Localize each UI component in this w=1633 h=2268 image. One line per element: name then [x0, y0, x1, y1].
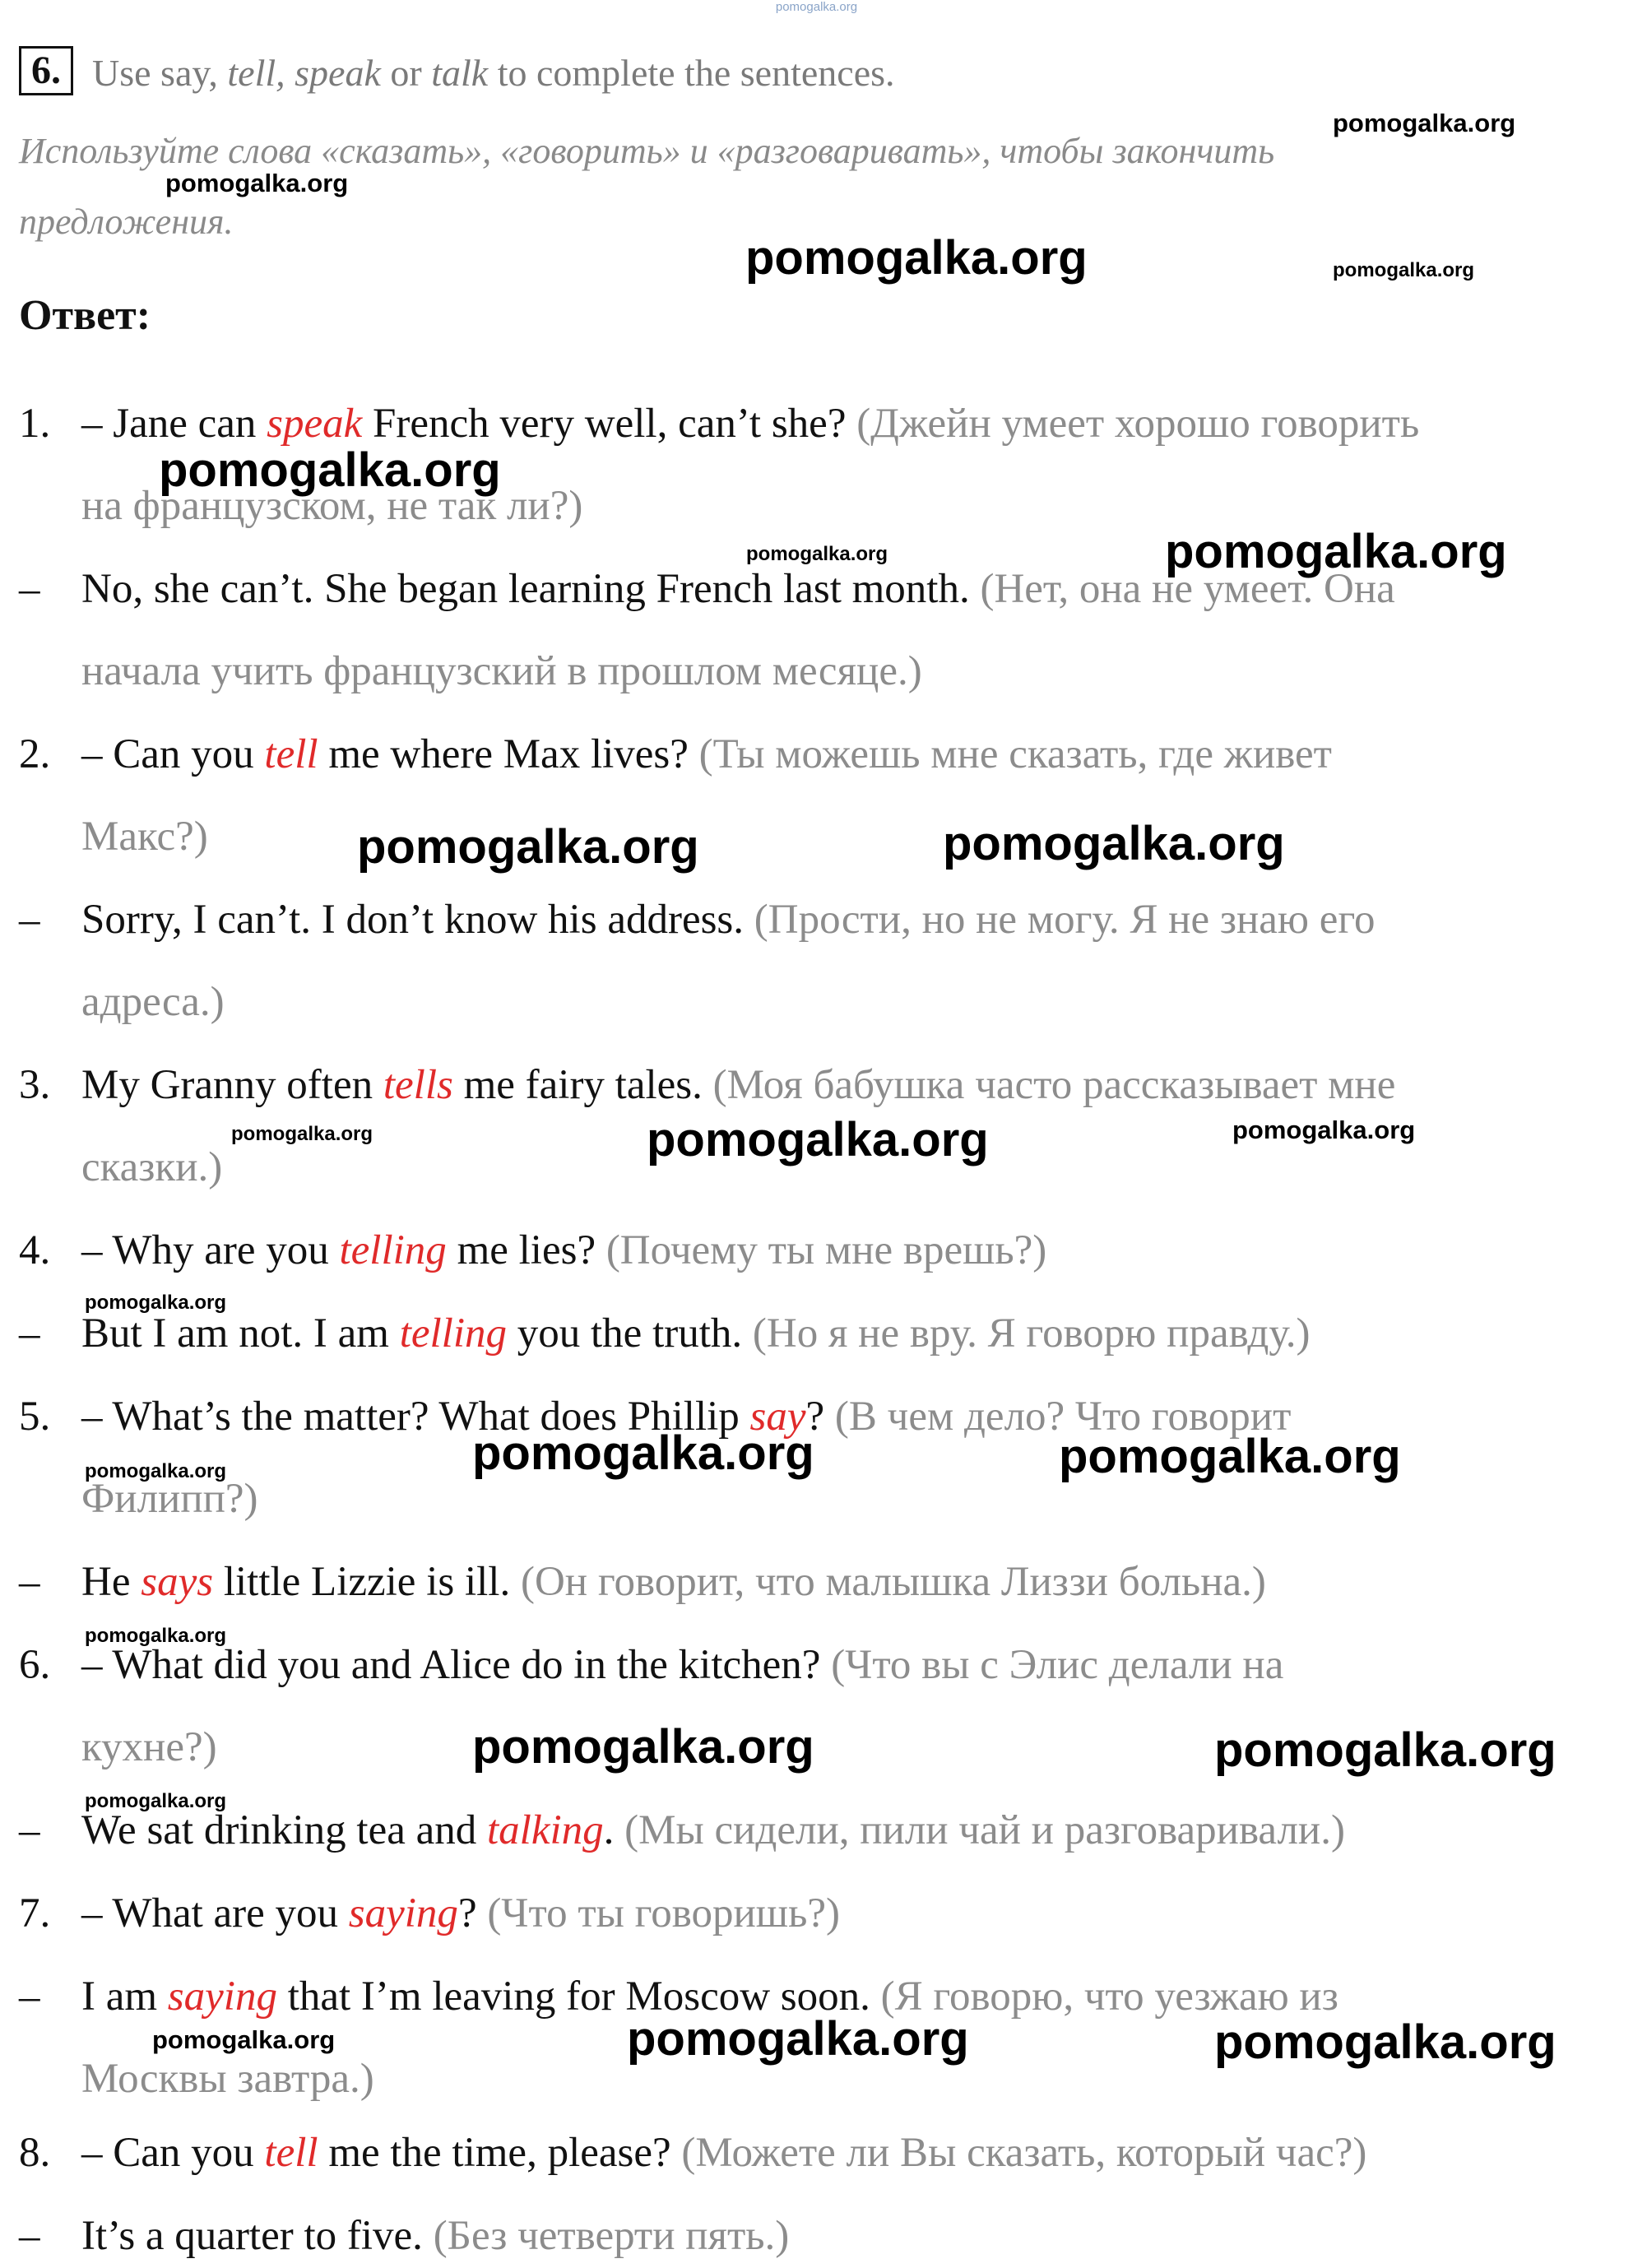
sentence-text: .: [603, 1807, 625, 1853]
watermark: pomogalka.org: [1333, 109, 1516, 137]
instruction-part: talk: [431, 52, 489, 94]
top-watermark: pomogalka.org: [775, 0, 858, 14]
watermark: pomogalka.org: [1333, 259, 1475, 281]
exercise-number: 6.: [19, 46, 73, 95]
sentence-text: He: [81, 1559, 141, 1605]
sentence-text: – Jane can: [81, 401, 267, 447]
translation: (Он говорит, что малышка Лиззи больна.): [520, 1559, 1266, 1605]
watermark: pomogalka.org: [745, 231, 1088, 285]
item-label: –: [19, 1973, 40, 2020]
sentence-text: My Granny often: [81, 1062, 383, 1108]
item-label: –: [19, 1807, 40, 1853]
instruction-ru-line2: предложения.: [19, 202, 234, 242]
translation-continuation: Макс?): [81, 814, 208, 860]
translation: (Почему ты мне врешь?): [605, 1227, 1047, 1273]
watermark: pomogalka.org: [85, 1292, 227, 1314]
sentence-text: – What did you and Alice do in the kitchen?: [81, 1642, 832, 1688]
sentence-text: – Can you: [81, 2130, 265, 2176]
translation: (Ты можешь мне сказать, где живет: [698, 731, 1332, 777]
sentence-text: ?: [457, 1890, 488, 1936]
sentence-text: We sat drinking tea and: [81, 1807, 487, 1853]
answer-word: saying: [167, 1973, 277, 2020]
watermark: pomogalka.org: [627, 2012, 969, 2066]
sentence-text: that I’m leaving for Moscow soon.: [276, 1973, 881, 2020]
watermark: pomogalka.org: [85, 1790, 227, 1812]
watermark: pomogalka.org: [1059, 1430, 1401, 1483]
translation: (Моя бабушка часто рассказывает мне: [712, 1062, 1396, 1108]
instruction-part: to complete the sentences.: [488, 52, 895, 94]
instruction-part: tell, speak: [227, 52, 381, 94]
instruction-ru-line1: Используйте слова «сказать», «говорить» и «разговаривать», чтобы закончить: [19, 131, 1275, 171]
item-label: –: [19, 1310, 40, 1357]
answer-word: say: [749, 1394, 806, 1440]
answer-word: says: [141, 1559, 214, 1605]
translation: (Мы сидели, пили чай и разговаривали.): [624, 1807, 1345, 1853]
item-label: –: [19, 897, 40, 943]
sentence-text: But I am not. I am: [81, 1310, 400, 1357]
watermark: pomogalka.org: [647, 1113, 989, 1166]
watermark: pomogalka.org: [1165, 525, 1507, 578]
sentence-text: me fairy tales.: [452, 1062, 713, 1108]
item-label: 8.: [19, 2130, 51, 2176]
watermark: pomogalka.org: [357, 820, 699, 874]
sentence-text: – What are you: [81, 1890, 349, 1936]
item-label: –: [19, 566, 40, 612]
watermark: pomogalka.org: [472, 1426, 814, 1480]
item-label: 4.: [19, 1227, 51, 1273]
item-label: 7.: [19, 1890, 51, 1936]
watermark: pomogalka.org: [472, 1720, 814, 1774]
answer-word: telling: [339, 1227, 447, 1273]
sentence-text: – Why are you: [81, 1227, 340, 1273]
translation: (Но я не вру. Я говорю правду.): [752, 1310, 1311, 1357]
watermark: pomogalka.org: [1232, 1115, 1416, 1144]
sentence-text: me where Max lives?: [318, 731, 699, 777]
translation-continuation: Филипп?): [81, 1476, 258, 1522]
watermark: pomogalka.org: [943, 817, 1285, 870]
answer-label: Ответ:: [19, 292, 151, 339]
translation: (Джейн умеет хорошо говорить: [856, 401, 1420, 447]
item-label: –: [19, 1559, 40, 1605]
watermark: pomogalka.org: [152, 2025, 336, 2054]
watermark: pomogalka.org: [231, 1123, 373, 1145]
translation: (В чем дело? Что говорит: [834, 1394, 1292, 1440]
translation-continuation: начала учить французский в прошлом месяце.): [81, 648, 922, 694]
translation-continuation: Москвы завтра.): [81, 2056, 374, 2102]
answer-word: speak: [267, 401, 363, 447]
sentence-text: French very well, can’t she?: [362, 401, 857, 447]
answer-word: saying: [348, 1890, 458, 1936]
sentence-text: me the time, please?: [318, 2130, 682, 2176]
translation-continuation: сказки.): [81, 1144, 223, 1190]
translation-continuation: адреса.): [81, 979, 225, 1025]
answer-word: tell: [264, 731, 318, 777]
watermark: pomogalka.org: [1214, 2015, 1556, 2069]
item-label: 5.: [19, 1394, 51, 1440]
translation-continuation: кухне?): [81, 1724, 217, 1770]
translation: (Можете ли Вы сказать, который час?): [681, 2130, 1367, 2176]
sentence-text: little Lizzie is ill.: [213, 1559, 521, 1605]
translation: (Что ты говоришь?): [487, 1890, 840, 1936]
translation: (Что вы с Элис делали на: [831, 1642, 1284, 1688]
sentence-text: ?: [805, 1394, 835, 1440]
sentence-text: – What’s the matter? What does Phillip: [81, 1394, 750, 1440]
sentence-text: Sorry, I can’t. I don’t know his address.: [81, 897, 754, 943]
translation-continuation: на французском, не так ли?): [81, 483, 583, 529]
translation: (Я говорю, что уезжаю из: [880, 1973, 1338, 2020]
watermark: pomogalka.org: [165, 169, 349, 197]
instruction: [92, 51, 895, 95]
item-label: –: [19, 2213, 40, 2259]
watermark: pomogalka.org: [746, 543, 888, 565]
translation: (Прости, но не могу. Я не знаю его: [754, 897, 1376, 943]
watermark: pomogalka.org: [85, 1625, 227, 1647]
instruction-part: or: [380, 52, 432, 94]
watermark: pomogalka.org: [85, 1460, 227, 1482]
answer-word: talking: [487, 1807, 604, 1853]
answer-word: telling: [399, 1310, 508, 1357]
translation: (Нет, она не умеет. Она: [980, 566, 1395, 612]
sentence-text: me lies?: [446, 1227, 606, 1273]
sentence-text: It’s a quarter to five.: [81, 2213, 434, 2259]
item-label: 3.: [19, 1062, 51, 1108]
watermark: pomogalka.org: [159, 443, 501, 497]
translation: (Без четверти пять.): [433, 2213, 790, 2259]
item-label: 6.: [19, 1642, 51, 1688]
answer-word: tells: [383, 1062, 453, 1108]
watermark: pomogalka.org: [1214, 1723, 1556, 1777]
sentence-text: No, she can’t. She began learning French last month.: [81, 566, 981, 612]
sentence-text: you the truth.: [507, 1310, 753, 1357]
answer-word: tell: [264, 2130, 318, 2176]
instruction-part: Use say,: [92, 52, 228, 94]
sentence-text: – Can you: [81, 731, 265, 777]
item-label: 2.: [19, 731, 51, 777]
sentence-text: I am: [81, 1973, 168, 2020]
item-label: 1.: [19, 401, 51, 447]
